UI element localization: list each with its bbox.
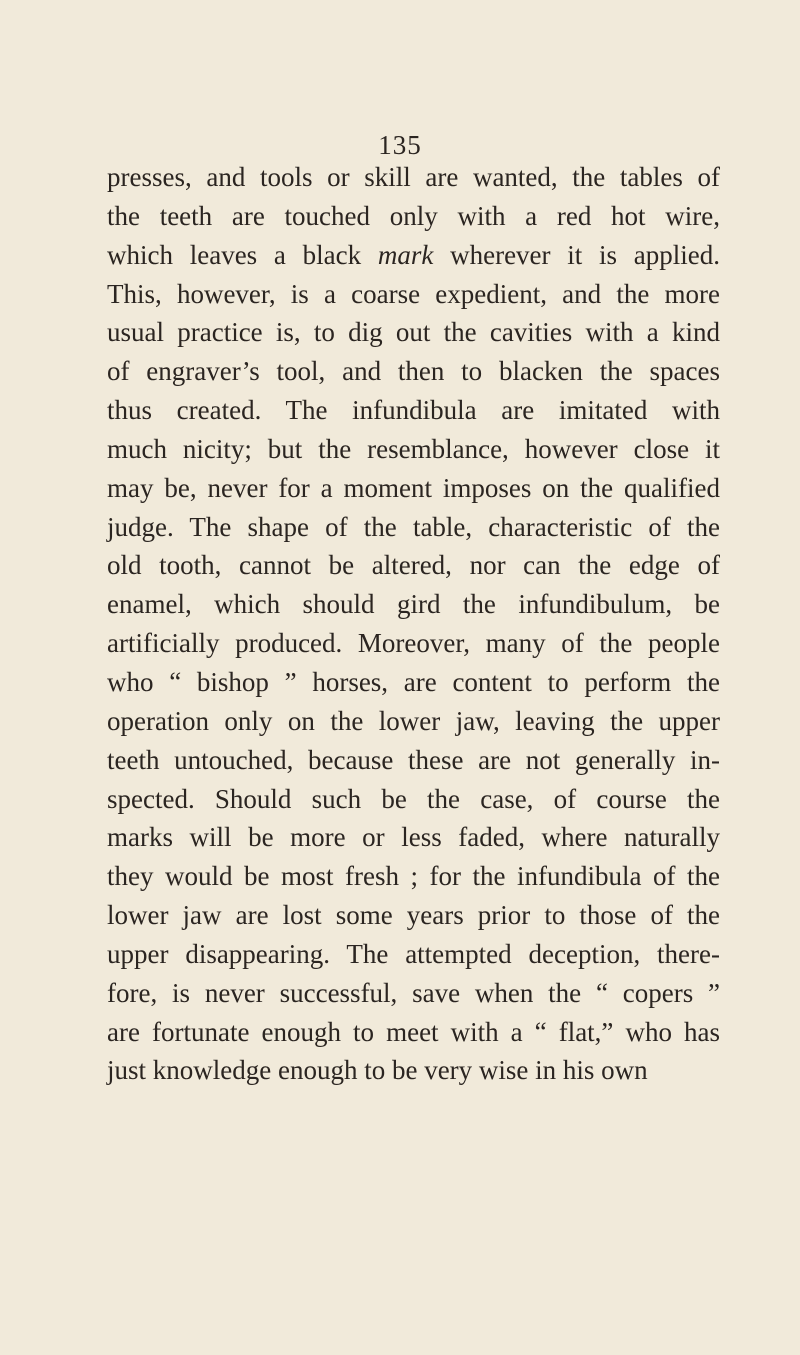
text-line: who “ bishop ” horses, are content to perform the [107, 666, 720, 697]
text-line: may be, never for a moment imposes on the qualified [107, 472, 720, 503]
body-paragraph [107, 158, 720, 1090]
text-line: operation only on the lower jaw, leaving the upper [107, 705, 720, 736]
text-line: much nicity; but the resemblance, however close it [107, 433, 720, 464]
text-line: of engraver’s tool, and then to blacken the spaces [107, 356, 720, 387]
text-line: judge. The shape of the table, characteristic of the [107, 511, 720, 542]
text-segment: which leaves a black [107, 239, 378, 270]
text-line: they would be most fresh ; for the infundibula of the [107, 861, 720, 892]
text-line: teeth untouched, because these are not generally in- [107, 744, 720, 775]
text-line: lower jaw are lost some years prior to those of the [107, 900, 720, 931]
text-line: the teeth are touched only with a red hot wire, [107, 200, 720, 231]
text-line [107, 236, 720, 275]
text-line: old tooth, cannot be altered, nor can the edge of [107, 550, 720, 581]
text-line: presses, and tools or skill are wanted, the tables of [107, 162, 720, 192]
text-line: usual practice is, to dig out the cavities with a kind [107, 317, 720, 348]
text-line: thus created. The infundibula are imitated with [107, 395, 720, 426]
text-line: artificially produced. Moreover, many of the people [107, 628, 720, 659]
text-line: fore, is never successful, save when the “ copers ” [107, 977, 720, 1008]
text-line: are fortunate enough to meet with a “ flat,” who has [107, 1016, 720, 1047]
page-number: 135 [378, 130, 422, 160]
text-segment: wherever it is applied. [433, 239, 720, 270]
text-line: upper disappearing. The attempted deception, there- [107, 938, 720, 969]
text-line: This, however, is a coarse expedient, and the more [107, 278, 720, 309]
text-line: enamel, which should gird the infundibulum, be [107, 589, 720, 620]
text-line: marks will be more or less faded, where naturally [107, 822, 720, 853]
italic-word: mark [377, 239, 434, 270]
text-line: spected. Should such be the case, of course the [107, 783, 720, 814]
text-line: just knowledge enough to be very wise in his own [107, 1055, 648, 1086]
